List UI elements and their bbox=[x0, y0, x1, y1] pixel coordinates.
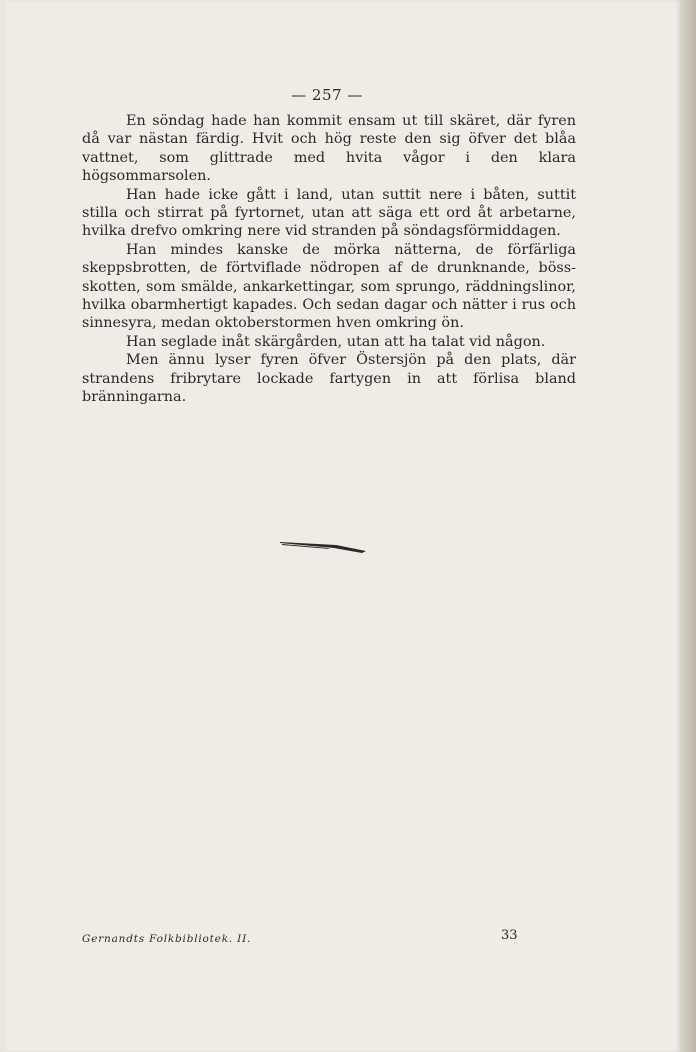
paragraph-1: En söndag hade han kommit ensam ut till skäret, där fyren då var nästan färdig. Hvit och hög reste den sig öfver det blåa vattnet, som glittrade med hvita vågor i den klara högsommarsolen. bbox=[82, 113, 576, 185]
paragraph-2: Han hade icke gått i land, utan suttit nere i båten, suttit stilla och stirrat på fyrtornet, utan att säga ett ord åt arbetarne, hvilka drefvo omkring nere vid stranden på söndagsförmiddagen. bbox=[82, 186, 576, 240]
signature-mark: 33 bbox=[501, 928, 518, 943]
paragraph-3: Han mindes kanske de mörka nätterna, de förfärliga skeppsbrotten, de förtviflade nödropen af de drunknande, böss-skotten, som smälde, ankarkettingar, som sprungo, räddningslinor, hvilka obarmhertigt kapades. Och sedan dagar och nätter i rus och sinnesyra, medan oktoberstormen hven omkring ön. bbox=[82, 241, 576, 332]
body-text bbox=[82, 112, 576, 407]
tapered-line-ornament-icon bbox=[278, 536, 370, 556]
paragraph-4: Han seglade inåt skärgården, utan att ha talat vid någon. bbox=[126, 333, 546, 350]
book-page bbox=[6, 0, 680, 1052]
page-number: — 257 — bbox=[291, 86, 363, 104]
paragraph-5: Men ännu lyser fyren öfver Östersjön på den plats, där strandens fribrytare lockade fartygen in att förlisa bland bränningarna. bbox=[82, 352, 576, 406]
page-edge bbox=[680, 0, 696, 1052]
footer-series-title: Gernandts Folkbibliotek. II. bbox=[82, 933, 252, 945]
